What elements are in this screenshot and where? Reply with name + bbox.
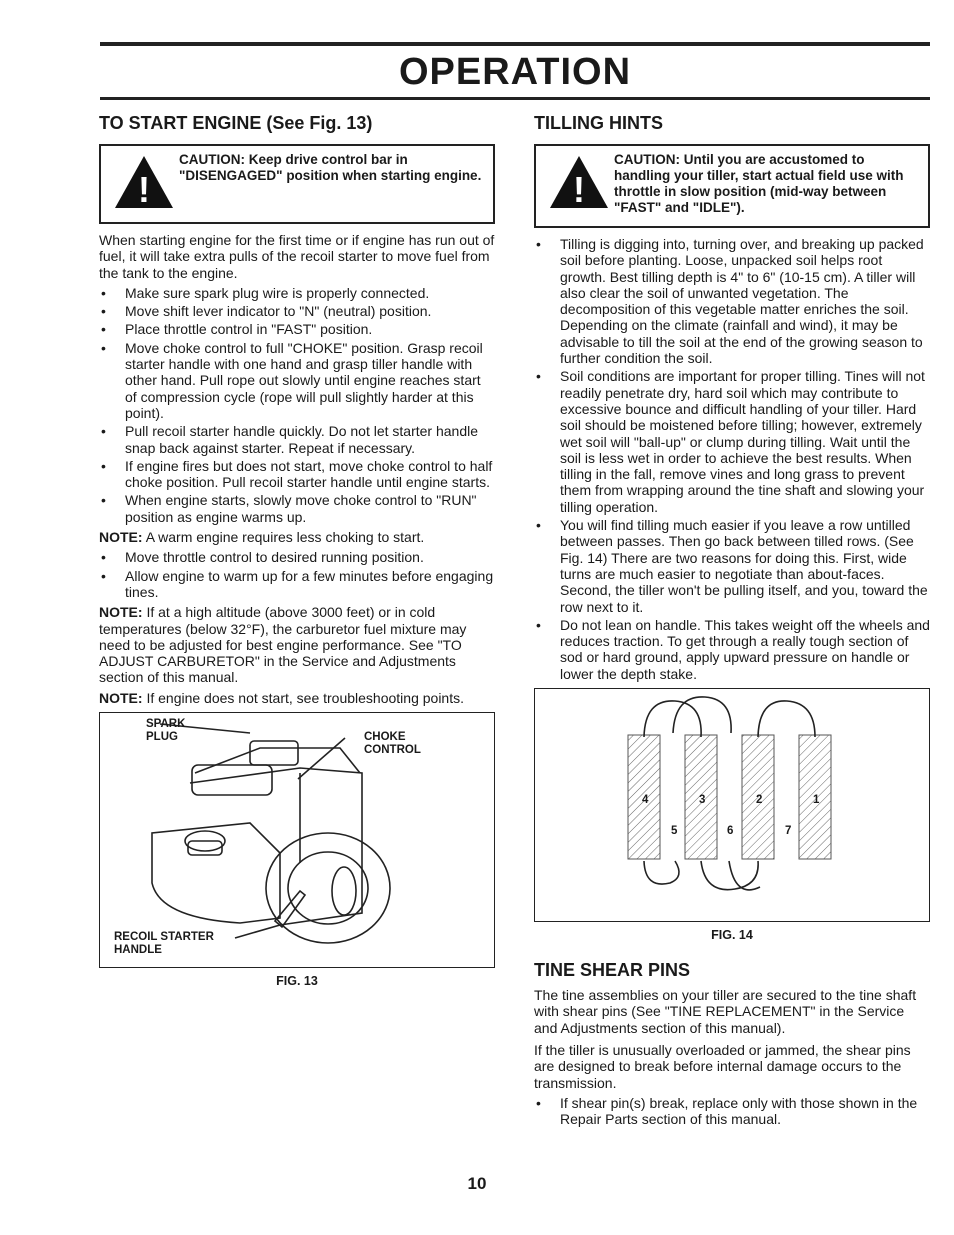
- list-item: • Place throttle control in "FAST" position.: [101, 321, 373, 338]
- label-choke-control: CHOKE CONTROL: [364, 731, 421, 757]
- list-item: • Do not lean on handle. This takes weight off the wheels and reduces traction. To get through a really tough section of sod or hard ground, apply upward pressure on handle or lower the depth stake.: [536, 616, 930, 682]
- right-column: [534, 112, 930, 1131]
- row-label: 7: [785, 825, 792, 838]
- shear-paragraph-1: The tine assemblies on your tiller are secured to the tine shaft with shear pins (See "TINE REPLACEMENT" in the Service and Adjustments section of this manual).: [534, 987, 917, 1036]
- row-label: 5: [671, 825, 678, 838]
- row-label: 4: [642, 794, 649, 807]
- svg-text:!: !: [573, 169, 585, 210]
- label-recoil-starter-handle: RECOIL STARTER HANDLE: [114, 931, 214, 957]
- list-item: • If shear pin(s) break, replace only with those shown in the Repair Parts section of this manual.: [536, 1094, 918, 1128]
- figure-14-caption: FIG. 14: [711, 928, 753, 943]
- list-item: • Move throttle control to desired running position.: [101, 549, 424, 566]
- title-rule: [100, 97, 930, 100]
- row-label: 1: [813, 794, 820, 807]
- row-label: 3: [699, 794, 706, 807]
- tine-shear-pins-heading: TINE SHEAR PINS: [534, 960, 691, 981]
- figure-13-engine: [99, 712, 495, 968]
- label-spark-plug: SPARK PLUG: [146, 718, 186, 744]
- figure-13-caption: FIG. 13: [276, 974, 318, 989]
- note-troubleshooting: NOTE: If engine does not start, see troubleshooting points.: [99, 689, 464, 706]
- row-label: 2: [756, 794, 763, 807]
- start-engine-heading: TO START ENGINE (See Fig. 13): [99, 113, 373, 133]
- figure-14-tilling-pattern: [534, 688, 930, 922]
- list-item: • If engine fires but does not start, move choke control to half choke position. Pull recoil starter handle until engine starts.: [101, 457, 493, 491]
- tilling-hints-list: [534, 236, 930, 682]
- note-altitude: NOTE: If at a high altitude (above 3000 feet) or in cold temperatures (below 32°F), the carburetor fuel mixture may need to be adjusted for best engine performance. See "TO ADJUST CARBURETOR" in the Service and Adjustments section of this manual.: [99, 604, 467, 686]
- start-steps-list: [99, 285, 495, 525]
- list-item: • When engine starts, slowly move choke control to "RUN" position as engine warms up.: [101, 492, 477, 525]
- left-column: [99, 112, 495, 988]
- list-item: • Pull recoil starter handle quickly. Do not let starter handle snap back against starter. Repeat if necessary.: [101, 423, 479, 456]
- list-item: • Make sure spark plug wire is properly connected.: [101, 284, 430, 301]
- intro-paragraph: When starting engine for the first time or if engine has run out of fuel, it will take extra pulls of the recoil starter to move fuel from the tank to the engine.: [99, 232, 495, 281]
- engine-illustration: [100, 713, 493, 965]
- top-rule: [100, 42, 930, 46]
- list-item: • Soil conditions are important for proper tilling. Tines will not readily penetrate dry, hard soil which may contribute to excessive bounce and difficult handling of your tiller. Hard soil should be moistened before tilling; however, extremely wet soil will "ball-up" or clump during tilling. Wait until the soil is less wet in order to achieve the best results. When tilling in the fall, remove vines and long grass to prevent them from wrapping around the tine shaft and slowing your tilling operation.: [536, 368, 925, 515]
- row-label: 6: [727, 825, 734, 838]
- shear-pins-list: [534, 1095, 930, 1128]
- caution-box-tilling: [534, 144, 930, 228]
- list-item: • Move choke control to full "CHOKE" position. Grasp recoil starter handle with one hand and grasp tiller handle with other hand. Pull rope out slowly until engine reaches start of compression cycle (rope will pull slightly harder at this point).: [101, 339, 483, 421]
- svg-text:!: !: [138, 169, 150, 210]
- list-item: • You will find tilling much easier if you leave a row untilled between passes. Then go back between tilled rows. (See Fig. 14) There are two reasons for doing this. First, wide turns are much easier to negotiate than about-faces. Second, the tiller won't be pulling itself, and you, toward the row next to it.: [536, 517, 928, 615]
- page-number: 10: [467, 1174, 487, 1193]
- warmup-steps-list: [99, 549, 495, 600]
- caution-box-start-engine: [99, 144, 495, 224]
- shear-paragraph-2: If the tiller is unusually overloaded or jammed, the shear pins are designed to break before internal damage occurs to the transmission.: [534, 1041, 911, 1091]
- tilling-hints-heading: TILLING HINTS: [534, 113, 663, 133]
- warning-icon: [544, 152, 614, 212]
- caution-text: CAUTION: Until you are accustomed to handling your tiller, start actual field use with throttle in slow position (mid-way between "FAST" and "IDLE").: [614, 152, 904, 215]
- tilling-rows-diagram: [535, 689, 928, 919]
- list-item: • Move shift lever indicator to "N" (neutral) position.: [101, 303, 432, 320]
- note-warm-engine: NOTE: A warm engine requires less choking to start.: [99, 529, 425, 546]
- caution-text: CAUTION: Keep drive control bar in "DISENGAGED" position when starting engine.: [179, 152, 482, 183]
- warning-icon: [109, 152, 179, 212]
- page-title: OPERATION: [398, 51, 632, 93]
- list-item: • Allow engine to warm up for a few minutes before engaging tines.: [101, 567, 494, 600]
- list-item: • Tilling is digging into, turning over, and breaking up packed soil before planting. Loose, unpacked soil helps root growth. Best tilling depth is 4" to 6" (10-15 cm). A tiller will also clear the soil of unwanted vegetation. The decomposition of this vegetable matter enriches the soil. Depending on the climate (rainfall and wind), it may be advisable to till the soil at the end of the growing season to further condition the soil.: [536, 236, 924, 367]
